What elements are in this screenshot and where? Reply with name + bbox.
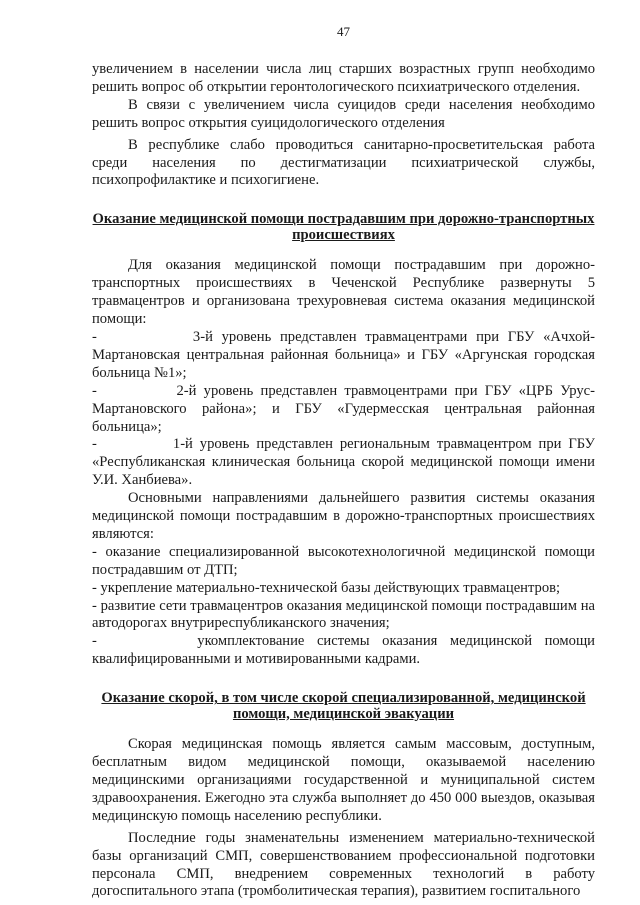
paragraph: увеличением в населении числа лиц старших возрастных групп необходимо решить вопрос об открытии геронтологического психиатрического отделения. xyxy=(92,61,595,95)
list-item: - 3-й уровень представлен травмацентрами при ГБУ «Ачхой-Мартановская центральная районная больница» и ГБУ «Аргунская городская больница №1»; xyxy=(92,328,595,381)
list-item: - укомплектование системы оказания медицинской помощи квалифицированными и мотивированными кадрами. xyxy=(92,633,595,668)
paragraph: В связи с увеличением числа суицидов среди населения необходимо решить вопрос открытия суицидологического отделения xyxy=(92,96,595,131)
paragraph: Для оказания медицинской помощи пострадавшим при дорожно-транспортных происшествиях в Чеченской Республике развернуты 5 травмацентров и организована трехуровневая система оказания медицинской помощи: xyxy=(92,257,595,328)
paragraph: Последние годы знаменательны изменением материально-технической базы организаций СМП, совершенствованием профессиональной подготовки персонала СМП, внедрением современных технологий в работу догоспитального этапа (тромболитическая терапия), развитием госпитального xyxy=(92,829,595,900)
section-heading-emergency: Оказание скорой, в том числе скорой специализированной, медицинской помощи, медицинской эвакуации xyxy=(101,690,586,722)
list-item: - 1-й уровень представлен региональным травмацентром при ГБУ «Республиканская клиническая больница скорой медицинской помощи имени У.И. Ханбиева». xyxy=(92,436,595,489)
list-item: - оказание специализированной высокотехнологичной медицинской помощи пострадавшим от ДТП; xyxy=(92,543,595,578)
paragraph: Основными направлениями дальнейшего развития системы оказания медицинской помощи пострадавшим в дорожно-транспортных происшествиях являются: xyxy=(92,490,595,542)
list-item: - укрепление материально-технической базы действующих травмацентров; xyxy=(92,579,561,596)
list-item: - развитие сети травмацентров оказания медицинской помощи пострадавшим на автодорогах внутриреспубликанского значения; xyxy=(92,597,595,632)
page-number: 47 xyxy=(337,24,350,39)
section-heading-trauma: Оказание медицинской помощи пострадавшим при дорожно-транспортных происшествиях xyxy=(92,211,595,243)
paragraph: В республике слабо проводиться санитарно-просветительская работа среди населения по дестигматизации психиатрической службы, психопрофилактике и психогигиене. xyxy=(92,136,595,189)
list-item: - 2-й уровень представлен травмоцентрами при ГБУ «ЦРБ Урус-Мартановского района»; и ГБУ «Гудермесская центральная районная больница»; xyxy=(92,382,595,435)
paragraph: Скорая медицинская помощь является самым массовым, доступным, бесплатным видом медицинской помощи, оказываемой населению медицинскими организациями государственной и муниципальной систем здравоохранения. Ежегодно эта служба выполняет до 450 000 выездов, оказывая медицинскую помощь населению республики. xyxy=(92,736,595,824)
page-content xyxy=(92,61,595,901)
